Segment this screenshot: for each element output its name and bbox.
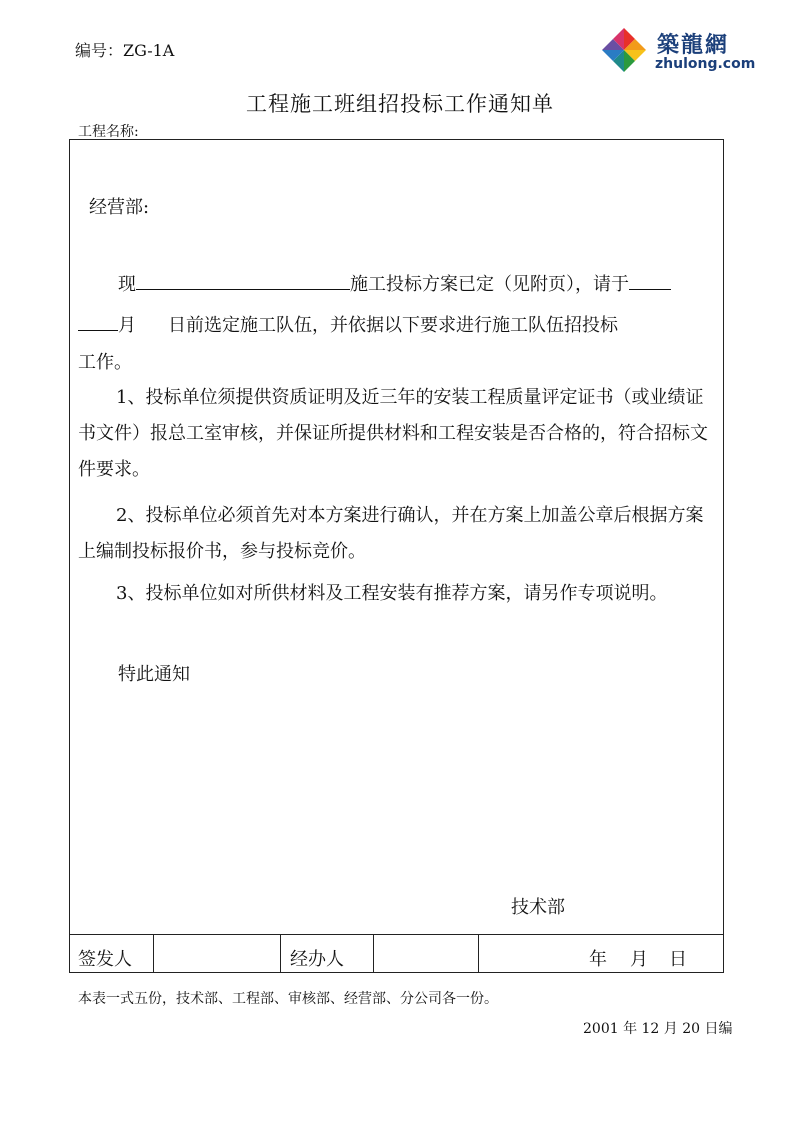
year-blank[interactable] [629, 271, 671, 290]
issuer-field[interactable] [154, 935, 279, 972]
page-title: 工程施工班组招投标工作通知单 [246, 92, 554, 116]
issuer-label: 签发人 [78, 949, 132, 970]
distribution-footnote: 本表一式五份，技术部、工程部、审核部、经营部、分公司各一份。 [78, 991, 498, 1007]
line2-month: 月 [118, 315, 136, 336]
project-blank[interactable] [136, 271, 350, 290]
month-blank[interactable] [78, 312, 118, 331]
handler-field[interactable] [374, 935, 477, 972]
line1-prefix: 现 [118, 274, 136, 295]
date-day-label: 日 [669, 949, 687, 970]
requirement-item-1: 1、投标单位须提供资质证明及近三年的安装工程质量评定证书（或业绩证书文件）报总工室审核，并保证所提供材料和工程安装是否合格的，符合招标文件要求。 [78, 387, 708, 480]
notice-line-2 [78, 311, 618, 337]
notice-line-1 [118, 270, 671, 296]
addressee: 经营部: [89, 197, 150, 218]
sign-row-divider-2 [280, 934, 281, 973]
line2-rest: 日前选定施工队伍，并依据以下要求进行施工队伍招投标 [168, 315, 618, 336]
signature-department: 技术部 [511, 897, 565, 918]
sign-row-divider-4 [478, 934, 479, 973]
project-name-label: 工程名称: [78, 124, 139, 140]
pinwheel-logo-icon [597, 26, 651, 74]
zhulong-logo [597, 22, 757, 78]
notice-line-3: 工作。 [78, 352, 132, 373]
document-number: 编号：ZG-1A [75, 41, 175, 60]
requirement-item-3: 3、投标单位如对所供材料及工程安装有推荐方案，请另作专项说明。 [116, 583, 668, 604]
compile-date: 2001 年 12 月 20 日编 [583, 1021, 733, 1037]
date-year-label: 年 [589, 949, 607, 970]
closing-text: 特此通知 [118, 664, 190, 685]
logo-chinese-text: 築龍網 [657, 33, 730, 58]
handler-label: 经办人 [290, 949, 344, 970]
logo-url-text: zhulong.com [655, 56, 756, 72]
requirement-item-2: 2、投标单位必须首先对本方案进行确认，并在方案上加盖公章后根据方案上编制投标报价书，参与投标竞价。 [78, 505, 704, 562]
date-month-label: 月 [630, 949, 648, 970]
line1-middle: 施工投标方案已定（见附页），请于 [350, 274, 629, 295]
